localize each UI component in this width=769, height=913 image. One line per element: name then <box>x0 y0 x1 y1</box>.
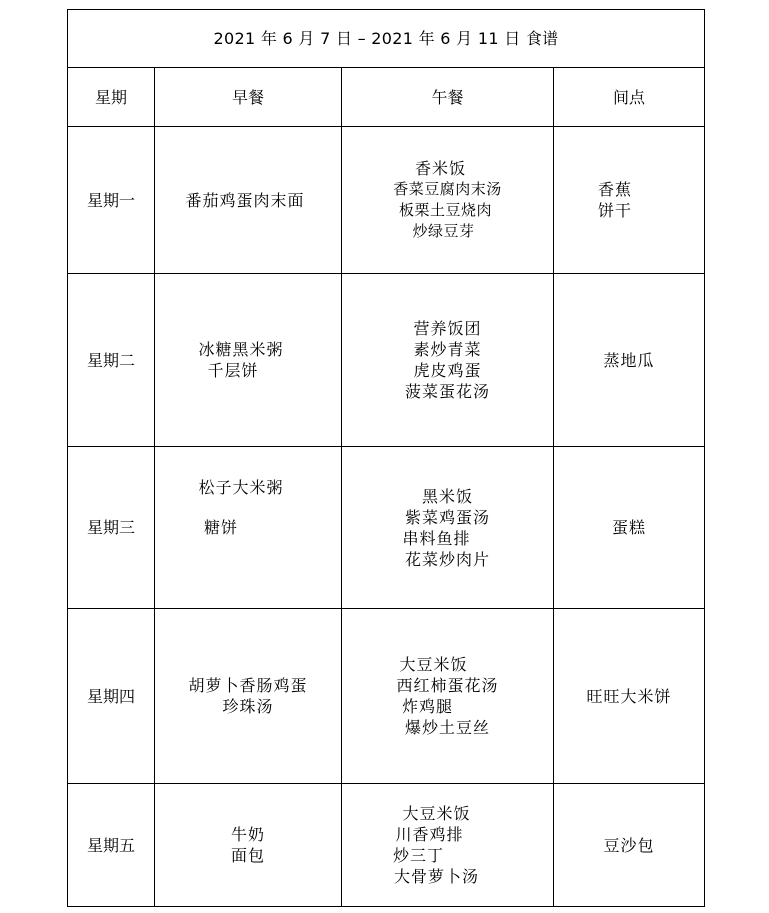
lunch-item: 炒三丁 <box>392 846 444 865</box>
lunch-cell <box>342 609 554 784</box>
lunch-item: 大豆米饭 <box>402 804 471 823</box>
lunch-item: 营养饭团 <box>413 319 482 338</box>
lunch-item: 黑米饭 <box>421 486 473 506</box>
breakfast-item: 冰糖黑米粥 <box>198 340 284 359</box>
snack-item: 蒸地瓜 <box>603 350 655 370</box>
header-row <box>68 68 705 127</box>
snack-cell <box>554 784 705 907</box>
lunch-item: 大豆米饭 <box>399 655 468 674</box>
breakfast-item: 糖饼 <box>203 518 238 537</box>
header-breakfast: 早餐 <box>155 68 342 127</box>
breakfast-cell <box>155 127 342 274</box>
breakfast-item: 松子大米粥 <box>198 478 284 497</box>
breakfast-cell <box>155 447 342 609</box>
day-cell: 星期五 <box>68 784 155 907</box>
breakfast-item: 牛奶 <box>230 825 265 844</box>
lunch-item: 西红柿蛋花汤 <box>396 676 499 695</box>
breakfast-item: 胡萝卜香肠鸡蛋 <box>188 676 308 695</box>
lunch-item: 炒绿豆芽 <box>412 222 475 240</box>
lunch-item: 板栗土豆烧肉 <box>398 201 492 219</box>
day-cell: 星期一 <box>68 127 155 274</box>
breakfast-item: 番茄鸡蛋肉末面 <box>185 190 305 210</box>
breakfast-cell <box>155 274 342 447</box>
weekly-menu-table <box>67 9 705 907</box>
snack-cell <box>554 127 705 274</box>
table-row <box>68 784 705 907</box>
lunch-cell <box>342 127 554 274</box>
menu-title: 2021 年 6 月 7 日 – 2021 年 6 月 11 日 食谱 <box>68 10 705 68</box>
lunch-item: 香米饭 <box>414 159 466 178</box>
table-row <box>68 127 705 274</box>
lunch-item: 香菜豆腐肉末汤 <box>393 180 502 198</box>
snack-cell <box>554 447 705 609</box>
header-lunch: 午餐 <box>342 68 554 127</box>
lunch-cell <box>342 447 554 609</box>
breakfast-item: 面包 <box>230 846 265 865</box>
lunch-cell <box>342 274 554 447</box>
snack-item: 香蕉 <box>598 180 633 199</box>
lunch-item: 虎皮鸡蛋 <box>413 361 482 380</box>
snack-item: 饼干 <box>598 201 633 220</box>
header-snack: 间点 <box>554 68 705 127</box>
day-cell: 星期四 <box>68 609 155 784</box>
lunch-cell <box>342 784 554 907</box>
header-day: 星期 <box>68 68 155 127</box>
lunch-item: 素炒青菜 <box>413 340 482 359</box>
lunch-item: 川香鸡排 <box>395 825 464 844</box>
table-row <box>68 609 705 784</box>
snack-cell <box>554 609 705 784</box>
breakfast-item: 珍珠汤 <box>222 697 274 716</box>
snack-item: 蛋糕 <box>612 518 647 537</box>
snack-cell <box>554 274 705 447</box>
lunch-item: 大骨萝卜汤 <box>393 867 479 886</box>
lunch-item: 爆炒土豆丝 <box>404 718 490 737</box>
table-row <box>68 447 705 609</box>
title-row <box>68 10 705 68</box>
snack-item: 旺旺大米饼 <box>586 686 672 706</box>
lunch-item: 花菜炒肉片 <box>404 549 490 569</box>
snack-item: 豆沙包 <box>603 835 655 855</box>
lunch-item: 串料鱼排 <box>402 528 471 548</box>
day-cell: 星期二 <box>68 274 155 447</box>
breakfast-item: 千层饼 <box>207 361 259 380</box>
lunch-item: 紫菜鸡蛋汤 <box>404 507 490 527</box>
lunch-item: 菠菜蛋花汤 <box>404 382 490 401</box>
table-row <box>68 274 705 447</box>
lunch-item: 炸鸡腿 <box>401 697 453 716</box>
day-cell: 星期三 <box>68 447 155 609</box>
